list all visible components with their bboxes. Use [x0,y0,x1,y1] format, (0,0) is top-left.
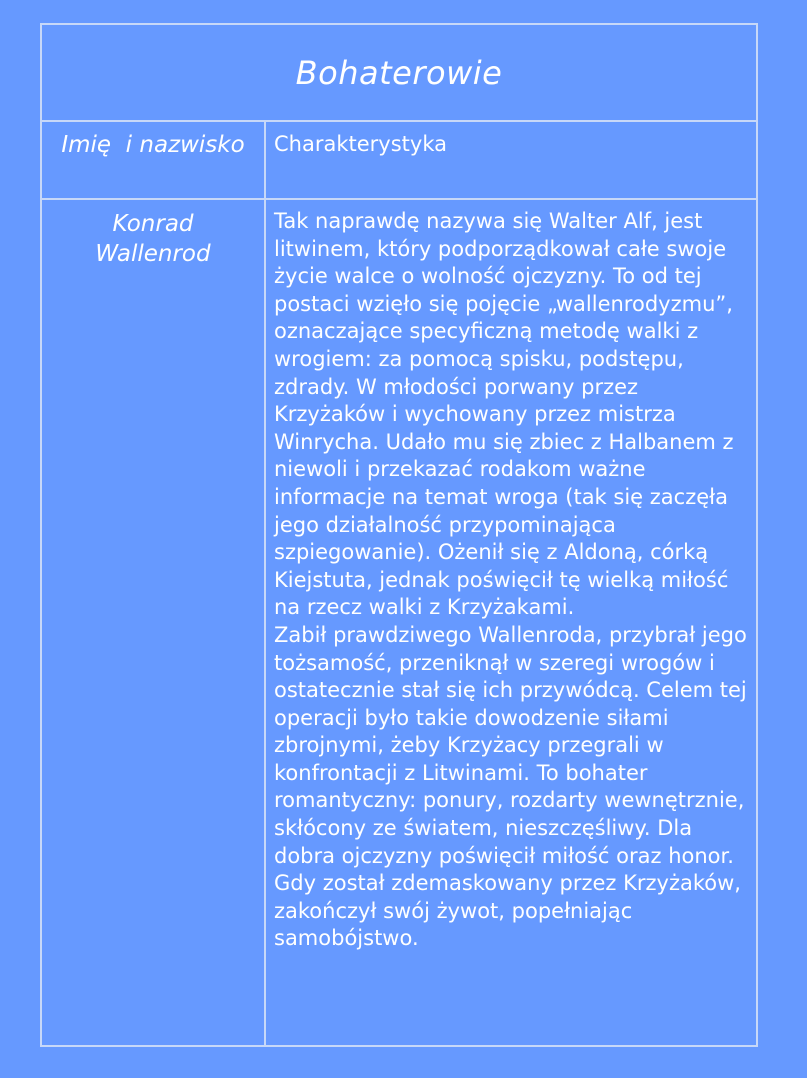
table-title-row [42,25,756,122]
table-title: Bohaterowie [295,53,503,92]
column-header-name: Imię i nazwisko [61,132,245,158]
character-name-cell [42,209,264,269]
description-paragraph-1: Tak naprawdę nazywa się Walter Alf, jest litwinem, który podporządkował całe swoje życie walce o wolność ojczyzny. To od tej postaci wzięło się pojęcie „wallenrodyzmu”, oznaczające specyficzną metodę walki z wrogiem: za pomocą spisku, podstępu, zdrady. W młodości porwany przez Krzyżaków i wychowany przez mistrza Winrycha. Udało mu się zbiec z Halbanem z niewoli i przekazać rodakom ważne informacje na temat wroga (tak się zaczęła jego działalność przypominająca szpiegowanie). Ożenił się z Aldoną, córką Kiejstuta, jednak poświęcił tę wielką miłość na rzecz walki z Krzyżakami. [274,209,734,620]
column-header-description: Charakterystyka [274,132,447,156]
character-description-cell [274,208,754,953]
description-paragraph-2: Zabił prawdziwego Wallenroda, przybrał jego tożsamość, przeniknął w szeregi wrogów i ostatecznie stał się ich przywódcą. Celem tej operacji było takie dowodzenie siłami zbrojnymi, żeby Krzyżacy przegrali w konfrontacji z Litwinami. To bohater romantyczny: ponury, rozdarty wewnętrznie, skłócony ze światem, nieszczęśliwy. Dla dobra ojczyzny poświęcił miłość oraz honor. Gdy został zdemaskowany przez Krzyżaków, zakończył swój żywot, popełniając samobójstwo. [274,622,747,951]
characters-table [40,23,758,1047]
column-divider [264,122,266,1047]
character-last-name: Wallenrod [95,241,211,267]
header-divider [42,198,756,200]
character-first-name: Konrad [112,211,194,237]
